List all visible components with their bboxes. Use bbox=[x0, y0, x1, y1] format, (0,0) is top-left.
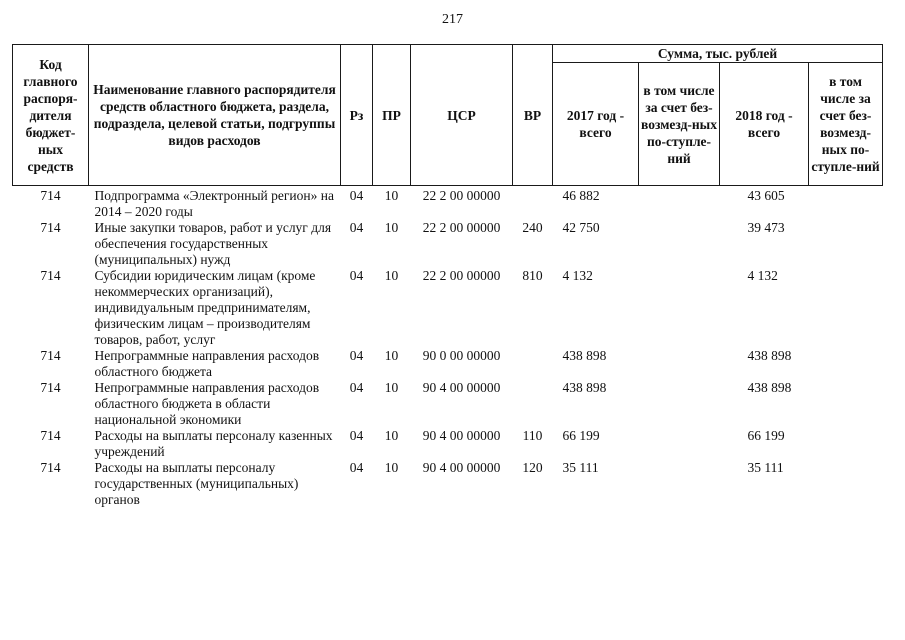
cell-vr: 240 bbox=[522, 220, 543, 235]
header-code: Код главного распоря-дителя бюджет-ных средств bbox=[13, 45, 89, 186]
header-incl-2017: в том числе за счет без-возмезд-ных по-ступле-ний bbox=[639, 63, 720, 186]
cell-incl-2017 bbox=[639, 348, 720, 380]
table-row bbox=[13, 428, 883, 460]
budget-table bbox=[12, 44, 883, 508]
table-row bbox=[13, 188, 883, 220]
cell-pr: 10 bbox=[384, 460, 399, 475]
cell-total-2017: 4 132 bbox=[562, 268, 593, 283]
table-row bbox=[13, 220, 883, 268]
cell-name: Подпрограмма «Электронный регион» на 2014 – 2020 годы bbox=[94, 188, 334, 219]
cell-total-2018: 4 132 bbox=[747, 268, 778, 283]
cell-code: 714 bbox=[40, 428, 61, 443]
cell-rz: 04 bbox=[349, 188, 364, 203]
cell-vr bbox=[513, 348, 553, 380]
cell-name: Субсидии юридическим лицам (кроме некоммерческих организаций), индивидуальным предпринимателям, физическим лицам – производителям товаров, работ, услуг bbox=[94, 268, 316, 347]
cell-incl-2018 bbox=[809, 380, 883, 428]
cell-name: Непрограммные направления расходов областного бюджета bbox=[94, 348, 320, 379]
table-header bbox=[13, 45, 883, 186]
cell-incl-2017 bbox=[639, 460, 720, 508]
cell-rz: 04 bbox=[349, 348, 364, 363]
header-csr: ЦСР bbox=[411, 45, 513, 186]
cell-vr: 110 bbox=[522, 428, 543, 443]
cell-name: Иные закупки товаров, работ и услуг для обеспечения государственных (муниципальных) нужд bbox=[94, 220, 332, 267]
table-body bbox=[13, 186, 883, 509]
cell-pr: 10 bbox=[384, 188, 399, 203]
cell-total-2018: 438 898 bbox=[747, 348, 792, 363]
cell-incl-2018 bbox=[809, 428, 883, 460]
cell-pr: 10 bbox=[384, 348, 399, 363]
cell-incl-2018 bbox=[809, 220, 883, 268]
table-row bbox=[13, 380, 883, 428]
table-row bbox=[13, 268, 883, 348]
cell-code: 714 bbox=[40, 348, 61, 363]
header-total-2017: 2017 год - всего bbox=[553, 63, 639, 186]
cell-total-2018: 39 473 bbox=[747, 220, 785, 235]
cell-rz: 04 bbox=[349, 428, 364, 443]
cell-csr: 22 2 00 00000 bbox=[422, 188, 501, 203]
cell-csr: 90 4 00 00000 bbox=[422, 380, 501, 395]
cell-total-2017: 438 898 bbox=[562, 380, 607, 395]
cell-total-2017: 46 882 bbox=[562, 188, 600, 203]
cell-incl-2017 bbox=[639, 268, 720, 348]
cell-total-2017: 42 750 bbox=[562, 220, 600, 235]
cell-total-2018: 43 605 bbox=[747, 188, 785, 203]
table-row bbox=[13, 460, 883, 508]
cell-incl-2017 bbox=[639, 188, 720, 220]
cell-csr: 22 2 00 00000 bbox=[422, 268, 501, 283]
cell-code: 714 bbox=[40, 460, 61, 475]
cell-incl-2018 bbox=[809, 188, 883, 220]
cell-rz: 04 bbox=[349, 268, 364, 283]
page-number: 217 bbox=[442, 12, 463, 27]
cell-pr: 10 bbox=[384, 220, 399, 235]
cell-pr: 10 bbox=[384, 428, 399, 443]
cell-code: 714 bbox=[40, 220, 61, 235]
cell-code: 714 bbox=[40, 380, 61, 395]
cell-incl-2018 bbox=[809, 460, 883, 508]
cell-incl-2017 bbox=[639, 428, 720, 460]
cell-total-2017: 35 111 bbox=[562, 460, 599, 475]
cell-vr bbox=[513, 380, 553, 428]
cell-pr: 10 bbox=[384, 268, 399, 283]
header-rz: Рз bbox=[341, 45, 373, 186]
cell-vr: 120 bbox=[522, 460, 543, 475]
cell-csr: 90 4 00 00000 bbox=[422, 428, 501, 443]
header-vr: ВР bbox=[513, 45, 553, 186]
header-total-2018: 2018 год - всего bbox=[720, 63, 809, 186]
cell-vr bbox=[513, 188, 553, 220]
cell-rz: 04 bbox=[349, 380, 364, 395]
header-sum-group: Сумма, тыс. рублей bbox=[553, 45, 883, 63]
cell-incl-2017 bbox=[639, 220, 720, 268]
cell-total-2018: 66 199 bbox=[747, 428, 785, 443]
cell-incl-2018 bbox=[809, 348, 883, 380]
cell-rz: 04 bbox=[349, 460, 364, 475]
header-name: Наименование главного распорядителя средств областного бюджета, раздела, подраздела, целевой статьи, подгруппы видов расходов bbox=[89, 45, 341, 186]
cell-name: Непрограммные направления расходов областного бюджета в области национальной экономики bbox=[94, 380, 320, 427]
cell-csr: 90 0 00 00000 bbox=[422, 348, 501, 363]
cell-incl-2017 bbox=[639, 380, 720, 428]
cell-name: Расходы на выплаты персоналу казенных учреждений bbox=[94, 428, 333, 459]
cell-name: Расходы на выплаты персоналу государственных (муниципальных) органов bbox=[94, 460, 299, 507]
cell-code: 714 bbox=[40, 188, 61, 203]
table-row bbox=[13, 348, 883, 380]
cell-total-2018: 35 111 bbox=[747, 460, 784, 475]
cell-rz: 04 bbox=[349, 220, 364, 235]
cell-code: 714 bbox=[40, 268, 61, 283]
cell-incl-2018 bbox=[809, 268, 883, 348]
cell-csr: 22 2 00 00000 bbox=[422, 220, 501, 235]
cell-csr: 90 4 00 00000 bbox=[422, 460, 501, 475]
header-pr: ПР bbox=[373, 45, 411, 186]
cell-total-2017: 438 898 bbox=[562, 348, 607, 363]
cell-vr: 810 bbox=[522, 268, 543, 283]
cell-total-2017: 66 199 bbox=[562, 428, 600, 443]
header-incl-2018: в том числе за счет без-возмезд-ных по-ступле-ний bbox=[809, 63, 883, 186]
cell-total-2018: 438 898 bbox=[747, 380, 792, 395]
cell-pr: 10 bbox=[384, 380, 399, 395]
